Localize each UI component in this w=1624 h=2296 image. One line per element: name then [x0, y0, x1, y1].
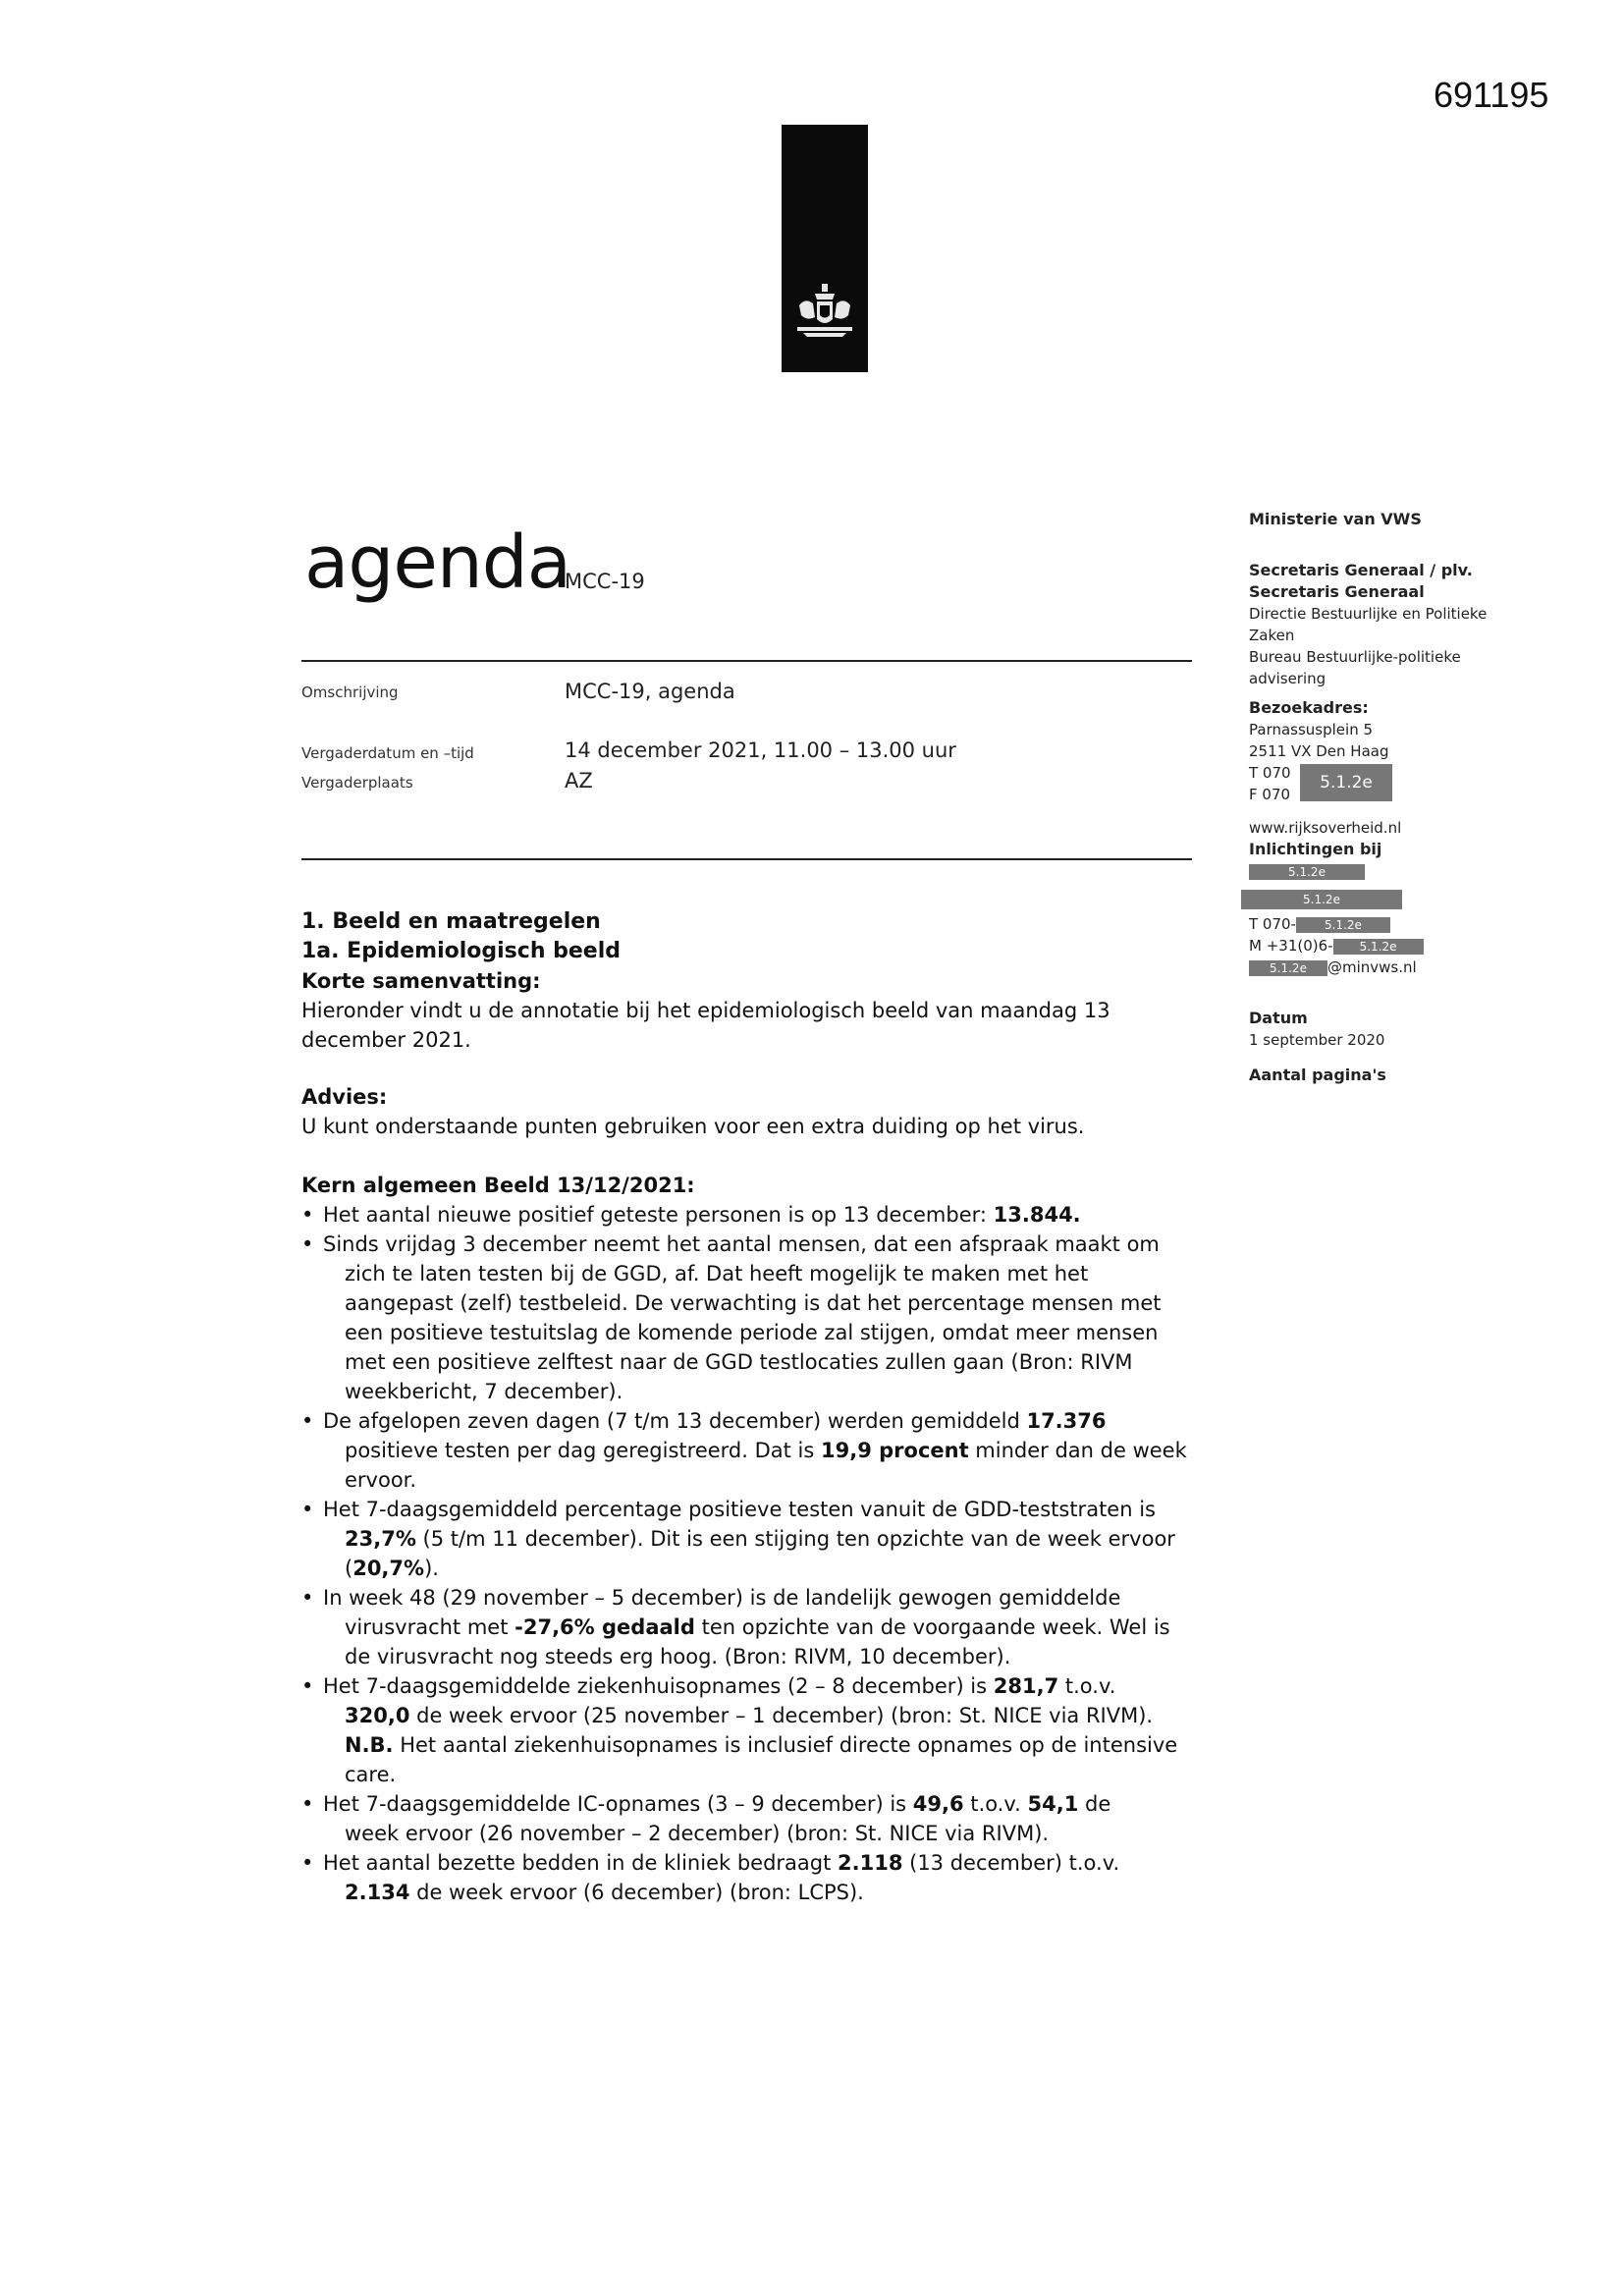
agenda-body: [301, 907, 1195, 1907]
samenvatting-text: Hieronder vindt u de annotatie bij het epidemiologisch beeld van maandag 13 december 2021.: [301, 999, 1110, 1052]
rijksoverheid-logo: [782, 125, 868, 372]
omschrijving-value: MCC-19, agenda: [565, 680, 735, 703]
bullet-text: virusvracht met: [345, 1615, 515, 1639]
redaction-box: 5.1.2e: [1249, 960, 1327, 976]
bullet-value: 19,9 procent: [821, 1439, 969, 1462]
omschrijving-label: Omschrijving: [301, 683, 399, 701]
bullet-icon: •: [301, 1203, 314, 1227]
redaction-box: 5.1.2e: [1249, 864, 1365, 880]
bullet-text: (13 december) t.o.v.: [902, 1851, 1120, 1875]
bullet-text: minder dan de week ervoor.: [345, 1439, 1187, 1492]
kern-label: Kern algemeen Beeld 13/12/2021:: [301, 1174, 695, 1197]
bullet-icon: •: [301, 1586, 314, 1610]
bullet-text: De afgelopen zeven dagen (7 t/m 13 december) werden gemiddeld: [323, 1409, 1027, 1433]
bullet-icon: •: [301, 1792, 314, 1816]
phone-line: T 070: [1249, 764, 1291, 782]
bullet-icon: •: [301, 1674, 314, 1698]
list-item: [301, 1230, 1195, 1406]
advies-label: Advies:: [301, 1085, 388, 1109]
redaction-box: 5.1.2e: [1333, 939, 1424, 955]
bullet-text: de: [1078, 1792, 1111, 1816]
list-item: [301, 1789, 1195, 1848]
bureau-line: Bureau Bestuurlijke-politieke: [1249, 648, 1461, 666]
bullet-text: t.o.v.: [1058, 1674, 1116, 1698]
subsection-heading: 1a. Epidemiologisch beeld: [301, 939, 622, 963]
list-item: [301, 1495, 1195, 1583]
list-item: [301, 1848, 1195, 1907]
bullet-text: ).: [424, 1557, 439, 1580]
bullet-text: positieve testen per dag geregistreerd. Dat is: [345, 1439, 821, 1462]
fax-line: F 070: [1249, 786, 1291, 803]
kern-bullet-list: [301, 1200, 1195, 1907]
nb-label: N.B.: [345, 1733, 394, 1757]
directorate-line: Zaken: [1249, 627, 1295, 644]
bullet-text: de week ervoor (25 november – 1 december) (bron: St. NICE via RIVM).: [409, 1704, 1154, 1727]
bullet-value: 49,6: [912, 1792, 964, 1816]
address-line: Parnassusplein 5: [1249, 721, 1374, 738]
bullet-text: Het aantal nieuwe positief geteste personen is op 13 december:: [323, 1203, 994, 1227]
paginas-label: Aantal pagina's: [1249, 1066, 1386, 1084]
divider: [301, 858, 1192, 860]
bullet-text: ten opzichte van de voorgaande week. Wel is de virusvracht nog steeds erg hoog. (Bron: RIVM, 10 december).: [345, 1615, 1170, 1668]
vergaderplaats-value: AZ: [565, 769, 593, 793]
page-title: agenda: [304, 520, 571, 605]
bullet-text: Het aantal bezette bedden in de kliniek bedraagt: [323, 1851, 839, 1875]
divider: [301, 660, 1192, 662]
mobile-line: M +31(0)6-: [1249, 937, 1333, 955]
bullet-text: Het 7-daagsgemiddeld percentage positieve testen vanuit de GDD-teststraten is: [323, 1498, 1156, 1521]
bullet-value: 2.118: [838, 1851, 903, 1875]
list-item: [301, 1200, 1195, 1230]
bullet-text: In week 48 (29 november – 5 december) is de landelijk gewogen gemiddelde: [323, 1586, 1121, 1610]
inlichtingen-label: Inlichtingen bij: [1249, 840, 1382, 858]
ministry-name: Ministerie van VWS: [1249, 510, 1422, 528]
bureau-line: advisering: [1249, 670, 1326, 687]
email-line: @minvws.nl: [1327, 958, 1417, 976]
bullet-value: -27,6% gedaald: [514, 1615, 695, 1639]
bullet-text: Het 7-daagsgemiddelde ziekenhuisopnames (2 – 8 december) is: [323, 1674, 994, 1698]
directorate-line: Directie Bestuurlijke en Politieke: [1249, 605, 1488, 623]
bezoekadres-label: Bezoekadres:: [1249, 698, 1369, 717]
bullet-value: 13.844.: [993, 1203, 1081, 1227]
redaction-box: 5.1.2e: [1241, 890, 1402, 909]
bullet-value: 23,7%: [345, 1527, 416, 1551]
vergaderdatum-label: Vergaderdatum en –tijd: [301, 744, 474, 762]
website-link[interactable]: www.rijksoverheid.nl: [1249, 819, 1402, 837]
bullet-text: de week ervoor (6 december) (bron: LCPS).: [409, 1881, 864, 1904]
coat-of-arms-icon: [789, 282, 860, 341]
vergaderdatum-value: 14 december 2021, 11.00 – 13.00 uur: [565, 738, 956, 762]
bullet-value: 20,7%: [352, 1557, 425, 1580]
phone-line: T 070-: [1249, 915, 1296, 933]
document-id: 691195: [1434, 75, 1549, 115]
bullet-value: 320,0: [345, 1704, 410, 1727]
bullet-icon: •: [301, 1232, 314, 1256]
sender-line: Secretaris Generaal: [1249, 582, 1425, 601]
bullet-text: (5 t/m 11 december). Dit is een stijging ten opzichte van de week ervoor (: [345, 1527, 1175, 1580]
sender-line: Secretaris Generaal / plv.: [1249, 561, 1473, 579]
bullet-text: Het 7-daagsgemiddelde IC-opnames (3 – 9 december) is: [323, 1792, 913, 1816]
datum-value: 1 september 2020: [1249, 1031, 1385, 1049]
bullet-text: Het aantal ziekenhuisopnames is inclusief directe opnames op de intensive care.: [345, 1733, 1178, 1786]
bullet-text: week ervoor (26 november – 2 december) (bron: St. NICE via RIVM).: [345, 1822, 1050, 1845]
bullet-value: 2.134: [345, 1881, 410, 1904]
bullet-value: 281,7: [993, 1674, 1059, 1698]
redaction-box: 5.1.2e: [1300, 764, 1392, 801]
bullet-value: 17.376: [1026, 1409, 1107, 1433]
redaction-box: 5.1.2e: [1296, 917, 1390, 933]
address-line: 2511 VX Den Haag: [1249, 742, 1389, 760]
samenvatting-label: Korte samenvatting:: [301, 969, 541, 993]
bullet-value: 54,1: [1027, 1792, 1079, 1816]
list-item: [301, 1671, 1195, 1789]
bullet-text: zich te laten testen bij de GGD, af. Dat heeft mogelijk te maken met het aangepast (zelf) testbeleid. De verwachting is dat het percentage mensen met een positieve testuitslag de komende periode zal stijgen, omdat meer mensen met een positieve zelftest naar de GGD testlocaties zullen gaan (Bron: RIVM weekbericht, 7 december).: [345, 1262, 1162, 1403]
datum-label: Datum: [1249, 1009, 1308, 1027]
advies-text: U kunt onderstaande punten gebruiken voor een extra duiding op het virus.: [301, 1115, 1085, 1138]
list-item: [301, 1406, 1195, 1495]
bullet-text: t.o.v.: [963, 1792, 1028, 1816]
bullet-icon: •: [301, 1409, 314, 1433]
bullet-icon: •: [301, 1851, 314, 1875]
list-item: [301, 1583, 1195, 1671]
bullet-icon: •: [301, 1498, 314, 1521]
bullet-text: Sinds vrijdag 3 december neemt het aantal mensen, dat een afspraak maakt om: [323, 1232, 1160, 1256]
vergaderplaats-label: Vergaderplaats: [301, 774, 413, 792]
sidebar-colofon: [1249, 509, 1494, 1086]
section-heading: 1. Beeld en maatregelen: [301, 909, 601, 934]
page-subtitle: MCC-19: [565, 570, 645, 593]
